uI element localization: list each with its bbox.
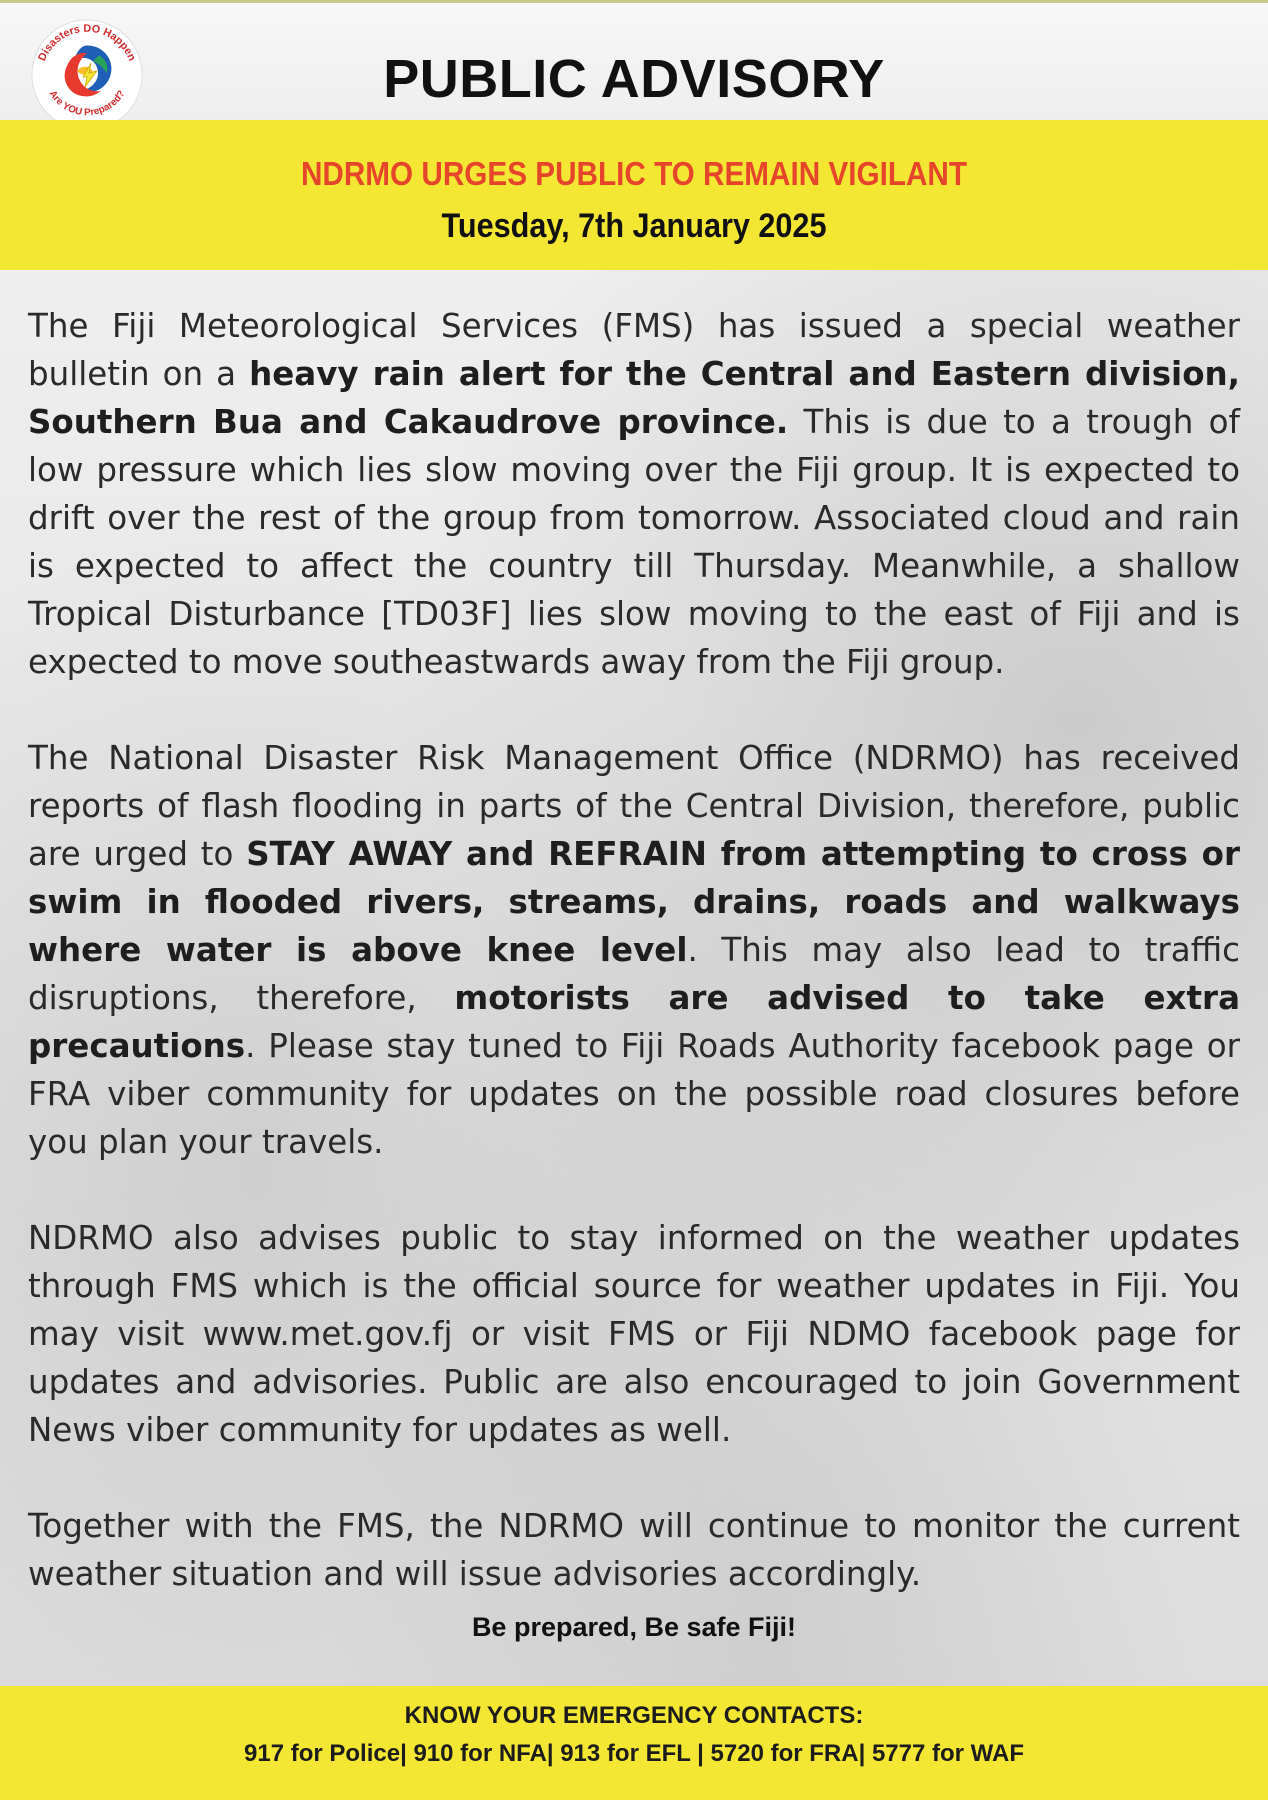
p4-text-1: Together with the FMS, the NDRMO will continue to monitor the current weather situation and will issue advisories accordingly. [28, 1507, 1240, 1593]
p1-bold-1: heavy rain alert for the Central and Eastern division, Southern Bua and Cakaudrove province. [28, 355, 1241, 441]
logo-text-top: Disasters DO Happen [36, 22, 138, 63]
paragraph-monitoring [28, 1502, 1240, 1598]
emergency-contacts-list: 917 for Police| 910 for NFA| 913 for EFL | 5720 for FRA| 5777 for WAF [244, 1740, 1024, 1767]
p2-text-3: . Please stay tuned to Fiji Roads Authority facebook page or FRA viber community for updates on the possible road closures before you plan your travels. [28, 1027, 1240, 1161]
page-title: PUBLIC ADVISORY [383, 49, 885, 109]
p2-text-2: . This may also lead to traffic disruptions, therefore, [28, 931, 1240, 1017]
logo-text-bottom: Are YOU Prepared? [46, 88, 128, 119]
advisory-body [28, 302, 1240, 1646]
paragraph-flash-flooding [28, 734, 1240, 1166]
tagline: Be prepared, Be safe Fiji! [471, 1612, 797, 1642]
p1-text-1: The Fiji Meteorological Services (FMS) has issued a special weather bulletin on a [28, 307, 1240, 393]
advisory-date: Tuesday, 7th January 2025 [441, 207, 827, 245]
headline-subtitle: NDRMO URGES PUBLIC TO REMAIN VIGILANT [300, 155, 968, 192]
p2-text-1: The National Disaster Risk Management Office (NDRMO) has received reports of flash flooding in parts of the Central Division, therefore, public are urged to [28, 739, 1240, 873]
paragraph-weather-bulletin [28, 302, 1240, 686]
p2-bold-2: motorists are advised to take extra precautions [28, 979, 1241, 1065]
footer-title: KNOW YOUR EMERGENCY CONTACTS: [404, 1702, 864, 1729]
p2-bold-1: STAY AWAY and REFRAIN from attempting to cross or swim in flooded rivers, streams, drains, roads and walkways where water is above knee level [28, 835, 1240, 969]
paragraph-stay-informed [28, 1214, 1240, 1454]
headline-banner [0, 120, 1268, 270]
p1-text-2: This is due to a trough of low pressure which lies slow moving over the Fiji group. It is expected to drift over the rest of the group from tomorrow. Associated cloud and rain is expected to affect the country till Thursday. Meanwhile, a shallow Tropical Disturbance [TD03F] lies slow moving to the east of Fiji and is expected to move southeastwards away from the Fiji group. [28, 403, 1240, 681]
p3-text-1: NDRMO also advises public to stay informed on the weather updates through FMS which is the official source for weather updates in Fiji. You may visit www.met.gov.fj or visit FMS or Fiji NDMO facebook page for updates and advisories. Public are also encouraged to join Government News viber community for updates as well. [28, 1219, 1240, 1449]
